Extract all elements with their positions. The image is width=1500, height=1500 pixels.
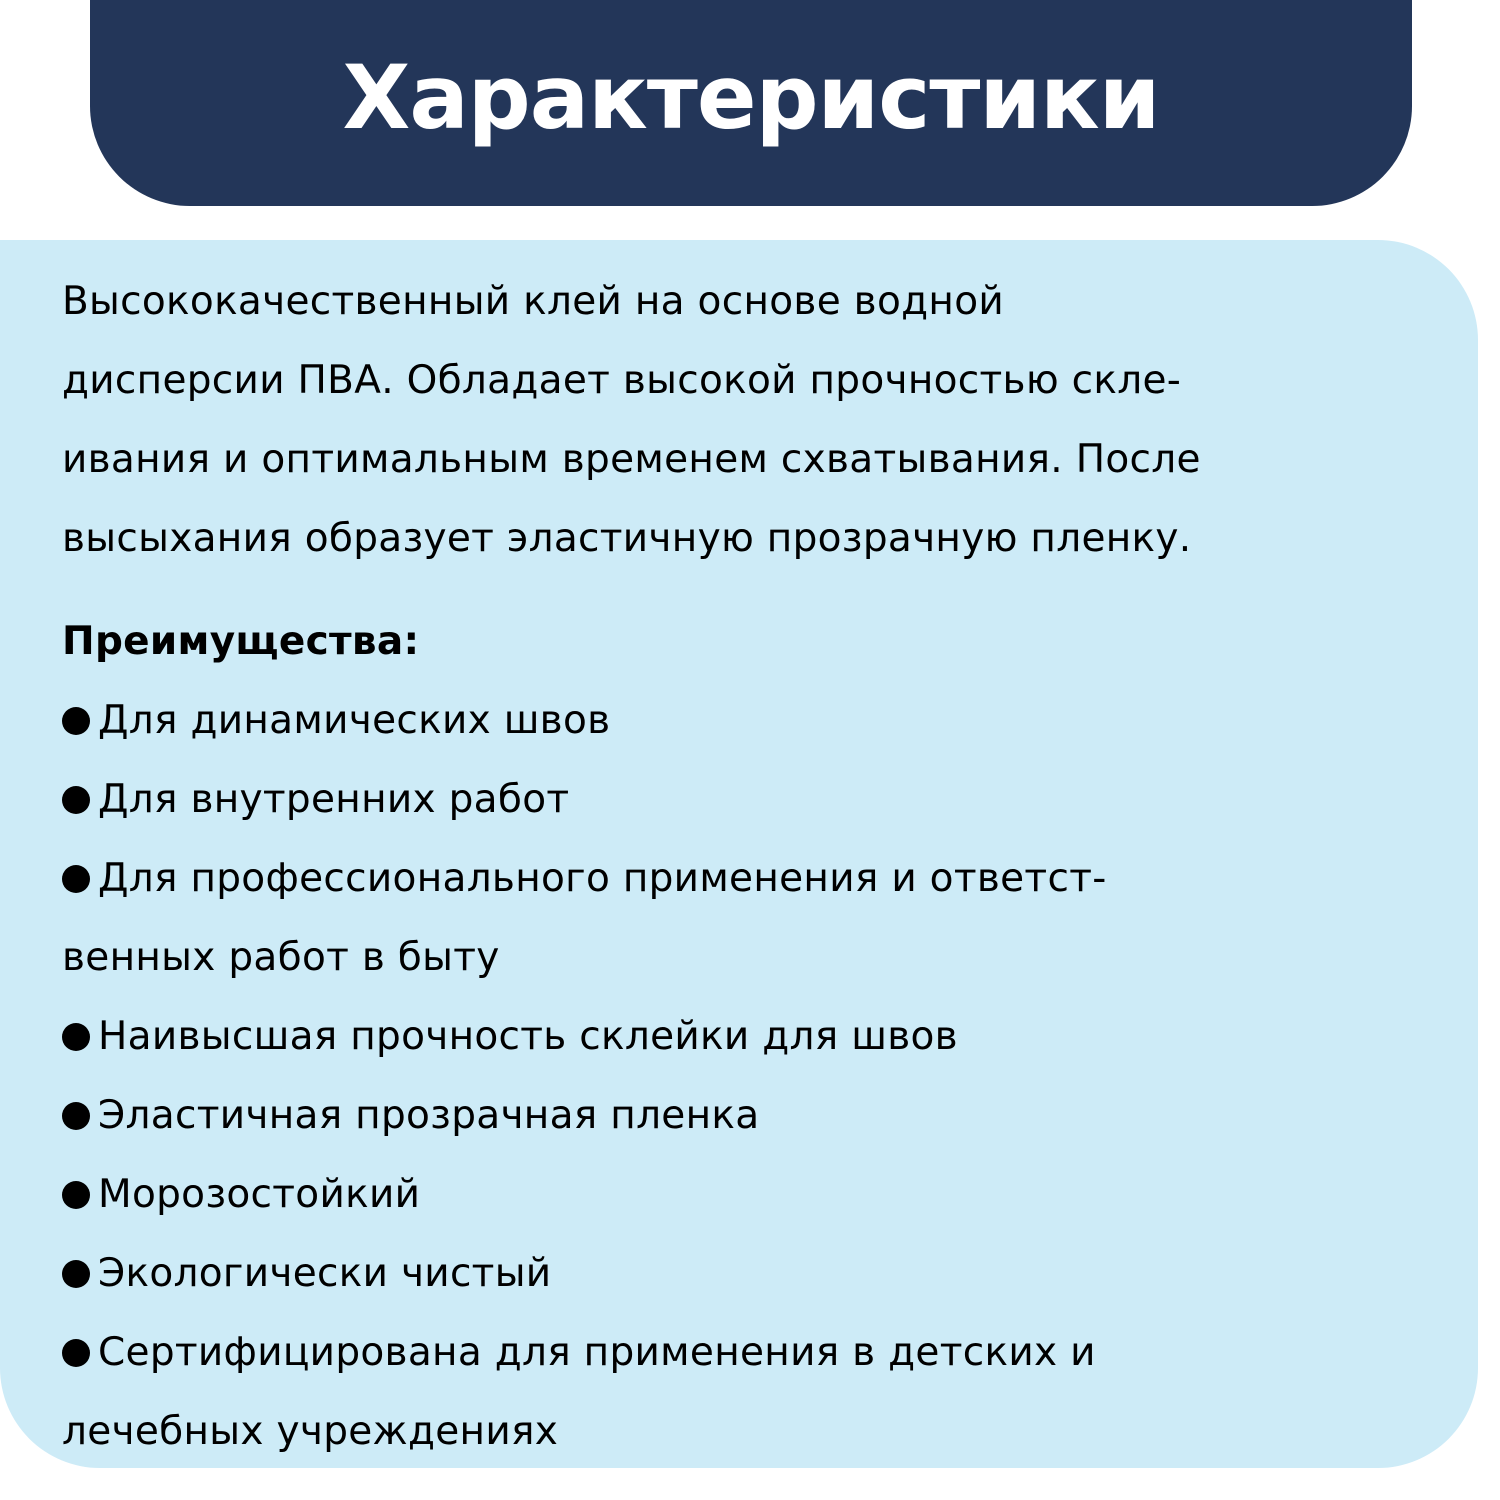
bullet-icon [62, 786, 90, 814]
bullet-icon [62, 1181, 90, 1209]
list-item-text: Для профессионального применения и ответст- [98, 856, 1107, 901]
list-item [62, 997, 1472, 1076]
description-paragraph [62, 262, 1472, 578]
bullet-icon [62, 707, 90, 735]
bullet-icon [62, 1260, 90, 1288]
list-item-text: Для внутренних работ [98, 777, 570, 822]
description-line: высыхания образует эластичную прозрачную пленку. [62, 516, 1192, 561]
list-item [62, 1155, 1472, 1234]
description-line: ивания и оптимальным временем схватывания. После [62, 437, 1201, 482]
advantages-list [62, 681, 1472, 1471]
page-title: Характеристики [342, 46, 1160, 149]
list-item [62, 760, 1472, 839]
description-line: Высококачественный клей на основе водной [62, 279, 1005, 324]
list-item [62, 1313, 1472, 1471]
list-item [62, 839, 1472, 997]
bullet-icon [62, 1339, 90, 1367]
list-item [62, 1234, 1472, 1313]
bullet-icon [62, 1023, 90, 1051]
description-line: дисперсии ПВА. Обладает высокой прочностью скле- [62, 358, 1182, 403]
card-content [62, 262, 1472, 1471]
list-item [62, 681, 1472, 760]
list-item [62, 1076, 1472, 1155]
list-item-text: Сертифицирована для применения в детских и [98, 1330, 1096, 1375]
list-item-continuation: лечебных учреждениях [62, 1409, 559, 1454]
characteristics-card [0, 240, 1478, 1468]
header-banner [90, 0, 1412, 206]
list-item-text: Экологически чистый [98, 1251, 552, 1296]
bullet-icon [62, 865, 90, 893]
list-item-text: Эластичная прозрачная пленка [98, 1093, 760, 1138]
bullet-icon [62, 1102, 90, 1130]
list-item-text: Наивысшая прочность склейки для швов [98, 1014, 958, 1059]
list-item-continuation: венных работ в быту [62, 935, 500, 980]
list-item-text: Морозостойкий [98, 1172, 421, 1217]
advantages-heading: Преимущества: [62, 619, 420, 664]
list-item-text: Для динамических швов [98, 698, 611, 743]
